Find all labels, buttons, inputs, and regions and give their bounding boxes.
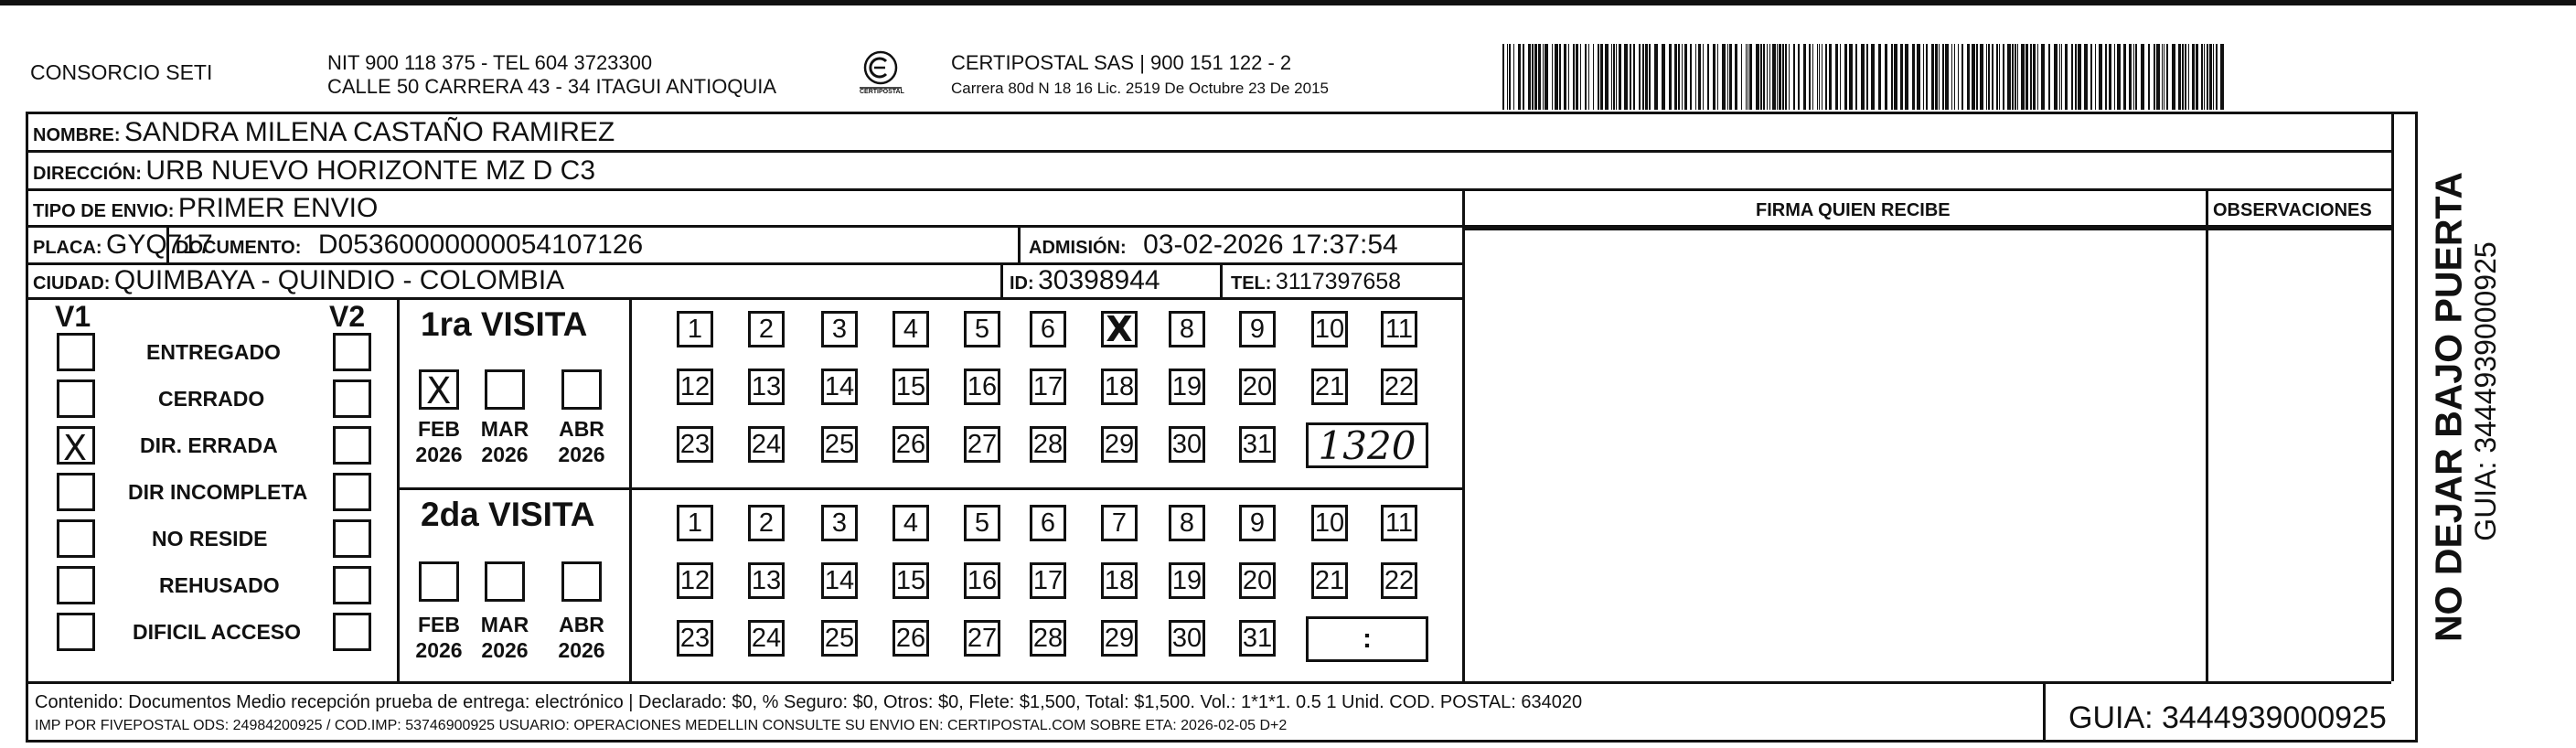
- day-cell[interactable]: [1030, 426, 1066, 463]
- day-cell[interactable]: [1169, 369, 1205, 405]
- day-number: 19: [1171, 565, 1202, 595]
- direccion-row: [33, 157, 595, 185]
- day-number: 25: [824, 623, 855, 653]
- day-number: 14: [824, 565, 855, 595]
- day-cell[interactable]: [677, 426, 713, 463]
- day-cell[interactable]: [821, 426, 858, 463]
- day-cell[interactable]: [1101, 620, 1138, 657]
- day-number: 28: [1032, 623, 1064, 653]
- v1-header: V1: [55, 300, 91, 333]
- placa-value: GYQ717: [106, 230, 213, 260]
- time-value: :: [1363, 624, 1372, 654]
- day-number: 16: [967, 371, 998, 401]
- day-number: 5: [974, 314, 990, 344]
- day-cell[interactable]: [1311, 369, 1348, 405]
- day-cell[interactable]: [821, 369, 858, 405]
- v1-checkbox[interactable]: [57, 473, 95, 511]
- nombre-label: NOMBRE:: [33, 125, 121, 145]
- time-value: 1320: [1318, 422, 1416, 468]
- row-divider: [26, 297, 1462, 300]
- day-number: 15: [895, 565, 926, 595]
- month-label: MAR 2026: [480, 417, 529, 466]
- ciudad-label: CIUDAD:: [33, 273, 111, 294]
- day-cell[interactable]: [1311, 505, 1348, 541]
- nombre-row: [33, 119, 615, 146]
- day-cell[interactable]: [964, 311, 1000, 347]
- day-cell[interactable]: [964, 369, 1000, 405]
- day-cell[interactable]: [1101, 369, 1138, 405]
- month-label: ABR 2026: [558, 417, 605, 466]
- day-cell[interactable]: [821, 311, 858, 347]
- month-checkbox[interactable]: [561, 561, 602, 602]
- placa-label: PLACA:: [33, 238, 102, 258]
- day-cell[interactable]: [1239, 620, 1276, 657]
- day-number: 29: [1104, 623, 1135, 653]
- day-number: 1: [687, 508, 703, 538]
- day-cell[interactable]: [1101, 505, 1138, 541]
- day-cell[interactable]: [893, 505, 929, 541]
- day-cell[interactable]: [677, 311, 713, 347]
- day-number: 17: [1032, 371, 1064, 401]
- day-number: 9: [1249, 508, 1266, 538]
- reason-label: DIR. ERRADA: [140, 433, 278, 457]
- day-cell[interactable]: [893, 369, 929, 405]
- day-cell[interactable]: [1381, 505, 1417, 541]
- day-number: 25: [824, 429, 855, 459]
- id-label: ID:: [1010, 273, 1034, 294]
- day-number: 18: [1104, 565, 1135, 595]
- time-field[interactable]: [1306, 616, 1428, 662]
- reason-label: REHUSADO: [159, 573, 280, 597]
- day-number: 30: [1171, 623, 1202, 653]
- day-cell[interactable]: [677, 369, 713, 405]
- admision-value: 03-02-2026 17:37:54: [1143, 230, 1398, 260]
- month-checkbox[interactable]: [561, 369, 602, 410]
- day-number: 5: [974, 508, 990, 538]
- direccion-value: URB NUEVO HORIZONTE MZ D C3: [145, 155, 596, 186]
- v2-checkbox[interactable]: [333, 566, 371, 604]
- day-check-mark: X: [1106, 309, 1133, 349]
- day-number: 15: [895, 371, 926, 401]
- tipo-row: [33, 195, 378, 222]
- col-divider: [1018, 225, 1021, 262]
- month-check-mark: X: [426, 370, 452, 412]
- day-cell[interactable]: [1239, 505, 1276, 541]
- day-number: 22: [1384, 565, 1415, 595]
- day-cell[interactable]: [748, 620, 785, 657]
- day-cell[interactable]: [964, 562, 1000, 599]
- day-cell[interactable]: [1101, 426, 1138, 463]
- day-cell[interactable]: [1030, 311, 1066, 347]
- reason-label: NO RESIDE: [152, 527, 268, 550]
- day-cell[interactable]: [964, 426, 1000, 463]
- day-cell[interactable]: [893, 620, 929, 657]
- day-number: 31: [1242, 429, 1273, 459]
- direccion-label: DIRECCIÓN:: [33, 164, 142, 184]
- day-number: 10: [1314, 508, 1345, 538]
- day-number: 28: [1032, 429, 1064, 459]
- v2-checkbox[interactable]: [333, 426, 371, 465]
- v1-checkbox[interactable]: [57, 426, 95, 468]
- day-number: 7: [1111, 508, 1128, 538]
- v1-checkbox[interactable]: [57, 566, 95, 604]
- tel-value: 3117397658: [1275, 269, 1402, 294]
- day-number: 11: [1384, 508, 1414, 538]
- col-divider: [2391, 112, 2394, 681]
- day-number: 18: [1104, 371, 1135, 401]
- day-cell[interactable]: [748, 426, 785, 463]
- day-cell[interactable]: [1030, 505, 1066, 541]
- v1-checkbox[interactable]: [57, 379, 95, 418]
- day-number: 19: [1171, 371, 1202, 401]
- day-number: 12: [679, 565, 711, 595]
- day-cell[interactable]: [821, 562, 858, 599]
- day-number: 14: [824, 371, 855, 401]
- day-cell[interactable]: [1169, 505, 1205, 541]
- day-cell[interactable]: [1030, 369, 1066, 405]
- day-cell[interactable]: [1381, 369, 1417, 405]
- month-checkbox[interactable]: [485, 561, 525, 602]
- day-cell[interactable]: [748, 505, 785, 541]
- side-text: [2421, 151, 2513, 663]
- day-number: 9: [1249, 314, 1266, 344]
- v2-checkbox[interactable]: [333, 613, 371, 651]
- reason-label: DIFICIL ACCESO: [133, 620, 302, 644]
- time-field[interactable]: [1306, 422, 1428, 468]
- v2-checkbox[interactable]: [333, 333, 371, 371]
- day-number: 31: [1242, 623, 1273, 653]
- day-number: 24: [751, 623, 782, 653]
- reason-label: ENTREGADO: [146, 340, 281, 364]
- logo-text: CERTIPOSTAL: [860, 89, 904, 95]
- day-cell[interactable]: [677, 505, 713, 541]
- row-divider: [26, 188, 2391, 191]
- footer-guia: GUIA: 3444939000925: [2068, 700, 2387, 735]
- col-divider: [1462, 188, 1465, 681]
- day-number: 12: [679, 371, 711, 401]
- day-number: 1: [687, 314, 703, 344]
- row-divider: [26, 150, 2391, 153]
- month-label: FEB 2026: [415, 417, 463, 466]
- day-cell[interactable]: [1169, 426, 1205, 463]
- day-number: 20: [1242, 565, 1273, 595]
- day-cell[interactable]: [1101, 311, 1138, 347]
- day-number: 3: [831, 508, 848, 538]
- day-cell[interactable]: [1239, 311, 1276, 347]
- ciudad-cell: [33, 267, 564, 294]
- nit-line: NIT 900 118 375 - TEL 604 3723300: [327, 51, 653, 74]
- day-number: 23: [679, 429, 711, 459]
- top-border: [0, 0, 2576, 5]
- v1-checkbox[interactable]: [57, 519, 95, 558]
- day-number: 6: [1040, 314, 1056, 344]
- col-divider: [1000, 262, 1003, 297]
- day-number: 16: [967, 565, 998, 595]
- footer-imp: IMP POR FIVEPOSTAL ODS: 24984200925 / COD.IMP: 53746900925 USUARIO: OPERACIONES MEDELLIN CONSULTE SU ENVIO EN: CERTIPOSTAL.COM SOBRE ETA: 2026-02-05 D+2: [35, 718, 1288, 733]
- v2-header: V2: [329, 300, 366, 333]
- v1-checkbox[interactable]: [57, 613, 95, 651]
- day-number: 2: [758, 314, 775, 344]
- day-number: 4: [903, 314, 919, 344]
- day-number: 22: [1384, 371, 1415, 401]
- day-cell[interactable]: [1381, 562, 1417, 599]
- tel-cell: [1231, 271, 1401, 294]
- day-number: 4: [903, 508, 919, 538]
- day-number: 26: [895, 623, 926, 653]
- day-cell[interactable]: [1239, 369, 1276, 405]
- day-cell[interactable]: [1169, 562, 1205, 599]
- day-cell[interactable]: [1169, 311, 1205, 347]
- day-number: 30: [1171, 429, 1202, 459]
- day-cell[interactable]: [1030, 562, 1066, 599]
- day-number: 27: [967, 623, 998, 653]
- day-cell[interactable]: [893, 426, 929, 463]
- v2-checkbox[interactable]: [333, 473, 371, 511]
- company-name: CONSORCIO SETI: [30, 60, 213, 84]
- observaciones-header: OBSERVACIONES: [2213, 200, 2372, 220]
- day-cell[interactable]: [964, 620, 1000, 657]
- side-guia: GUIA: 3444939000925: [2469, 241, 2502, 541]
- month-label: ABR 2026: [558, 613, 605, 662]
- month-checkbox[interactable]: [485, 369, 525, 410]
- day-cell[interactable]: [1239, 426, 1276, 463]
- day-cell[interactable]: [821, 620, 858, 657]
- month-checkbox[interactable]: [419, 369, 459, 410]
- address-line: CALLE 50 CARRERA 43 - 34 ITAGUI ANTIOQUIA: [327, 75, 777, 98]
- day-cell[interactable]: [1381, 311, 1417, 347]
- main-frame: [26, 112, 2418, 743]
- day-cell[interactable]: [964, 505, 1000, 541]
- day-cell[interactable]: [1030, 620, 1066, 657]
- admision-label: ADMISIÓN:: [1029, 238, 1127, 258]
- day-number: 2: [758, 508, 775, 538]
- day-cell[interactable]: [1239, 562, 1276, 599]
- admision-cell: [1029, 231, 1398, 259]
- day-cell[interactable]: [821, 505, 858, 541]
- day-cell[interactable]: [893, 562, 929, 599]
- v2-checkbox[interactable]: [333, 379, 371, 418]
- documento-value: D05360000000054107126: [317, 230, 644, 260]
- certipostal-line: CERTIPOSTAL SAS | 900 151 122 - 2: [951, 51, 1292, 74]
- row-divider: [26, 681, 2391, 684]
- side-warning: NO DEJAR BAJO PUERTA: [2427, 171, 2470, 643]
- day-cell[interactable]: [748, 369, 785, 405]
- day-cell[interactable]: [748, 562, 785, 599]
- v2-checkbox[interactable]: [333, 519, 371, 558]
- day-number: 6: [1040, 508, 1056, 538]
- day-number: 27: [967, 429, 998, 459]
- certipostal-logo: [858, 48, 903, 99]
- v1-check-mark: X: [63, 428, 88, 468]
- day-number: 13: [751, 565, 782, 595]
- documento-cell: [176, 231, 643, 259]
- day-cell[interactable]: [677, 562, 713, 599]
- month-label: FEB 2026: [415, 613, 463, 662]
- day-number: 20: [1242, 371, 1273, 401]
- id-cell: [1010, 267, 1160, 294]
- footer-contenido: Contenido: Documentos Medio recepción prueba de entrega: electrónico | Declarado: $0, % Seguro: $0, Otros: $0, Flete: $1,500, Total: $1,500. Vol.: 1*1*1. 0.5 1 Unid. COD. POSTAL: 634020: [35, 692, 1583, 712]
- day-number: 8: [1179, 314, 1195, 344]
- day-cell[interactable]: [1311, 311, 1348, 347]
- visit1-title: 1ra VISITA: [421, 305, 588, 343]
- visit-divider: [397, 487, 1462, 490]
- day-number: 10: [1314, 314, 1345, 344]
- day-cell[interactable]: [1169, 620, 1205, 657]
- day-cell[interactable]: [1101, 562, 1138, 599]
- col-divider: [2043, 681, 2046, 743]
- id-value: 30398944: [1038, 265, 1160, 295]
- firma-header: FIRMA QUIEN RECIBE: [1756, 200, 1951, 220]
- tel-label: TEL:: [1231, 273, 1272, 294]
- day-number: 13: [751, 371, 782, 401]
- day-number: 29: [1104, 429, 1135, 459]
- col-divider: [2206, 188, 2208, 681]
- day-number: 21: [1314, 371, 1345, 401]
- documento-label: DOCUMENTO:: [176, 238, 302, 258]
- row-divider: [1462, 228, 2391, 230]
- day-number: 24: [751, 429, 782, 459]
- reason-label: DIR INCOMPLETA: [128, 480, 308, 504]
- month-label: MAR 2026: [480, 613, 529, 662]
- barcode: [1502, 44, 2229, 110]
- day-cell[interactable]: [893, 311, 929, 347]
- day-number: 8: [1179, 508, 1195, 538]
- col-divider: [1220, 262, 1223, 297]
- tipo-value: PRIMER ENVIO: [177, 193, 379, 223]
- nombre-value: SANDRA MILENA CASTAÑO RAMIREZ: [124, 117, 615, 147]
- license-line: Carrera 80d N 18 16 Lic. 2519 De Octubre 23 De 2015: [951, 80, 1329, 97]
- reason-label: CERRADO: [158, 387, 265, 411]
- v1-checkbox[interactable]: [57, 333, 95, 371]
- day-number: 11: [1384, 314, 1414, 344]
- day-number: 23: [679, 623, 711, 653]
- day-cell[interactable]: [748, 311, 785, 347]
- tipo-label: TIPO DE ENVIO:: [33, 201, 175, 221]
- day-cell[interactable]: [677, 620, 713, 657]
- visit2-title: 2da VISITA: [421, 496, 595, 533]
- day-number: 21: [1314, 565, 1345, 595]
- ciudad-value: QUIMBAYA - QUINDIO - COLOMBIA: [113, 265, 565, 295]
- month-checkbox[interactable]: [419, 561, 459, 602]
- day-cell[interactable]: [1311, 562, 1348, 599]
- day-number: 26: [895, 429, 926, 459]
- day-number: 3: [831, 314, 848, 344]
- day-number: 17: [1032, 565, 1064, 595]
